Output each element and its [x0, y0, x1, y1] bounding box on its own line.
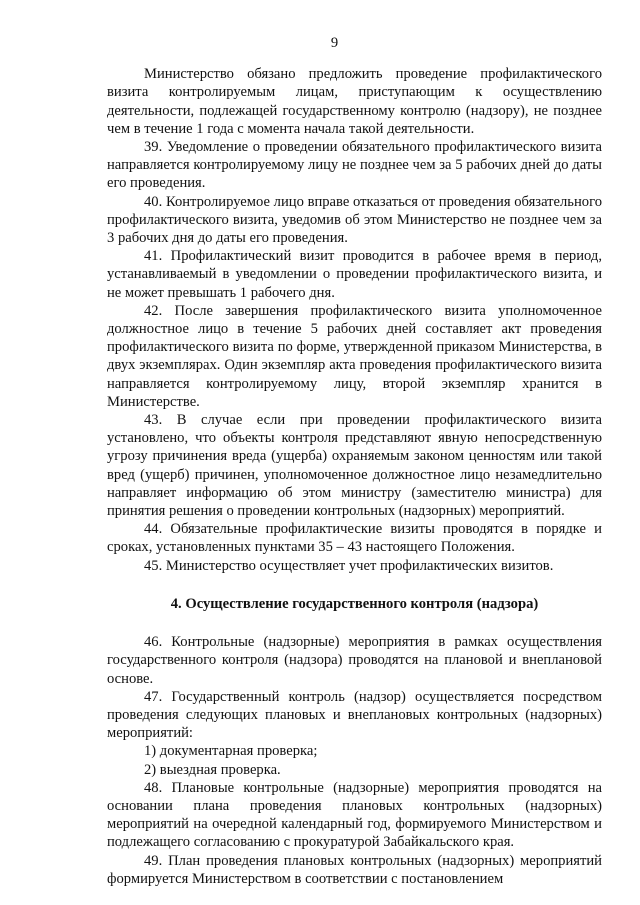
paragraph-39: 39. Уведомление о проведении обязательного профилактического визита направляется контролируемому лицу не позднее чем за 5 рабочих дней до даты его проведения. [107, 139, 602, 192]
paragraph-42: 42. После завершения профилактического визита уполномоченное должностное лицо в течение 5 рабочих дней составляет акт проведения профилактического визита по форме, утвержденной приказом Министерства, в двух экземплярах. Один экземпляр акта проведения профилактического визита направляется контролируемому лицу, второй экземпляр хранится в Министерстве. [107, 302, 602, 410]
paragraph-43: 43. В случае если при проведении профилактического визита установлено, что объекты контроля представляют явную непосредственную угрозу причинения вреда (ущерба) охраняемым законом ценностям или такой вред (ущерб) причинен, уполномоченное должностное лицо незамедлительно направляет информацию об этом министру (заместителю министра) для принятия решения о проведении контрольных (надзорных) мероприятий. [107, 412, 602, 520]
paragraph-41: 41. Профилактический визит проводится в рабочее время в период, устанавливаемый в уведомлении о проведении профилактического визита, и не может превышать 1 рабочего дня. [107, 248, 602, 301]
paragraph-49: 49. План проведения плановых контрольных (надзорных) мероприятий формируется Министерством в соответствии с постановлением [107, 852, 602, 887]
list-item-field-check: 2) выездная проверка. [144, 761, 281, 778]
paragraph-44: 44. Обязательные профилактические визиты проводятся в порядке и сроках, установленных пунктами 35 – 43 настоящего Положения. [107, 521, 602, 556]
list-item-documentary-check: 1) документарная проверка; [144, 743, 318, 760]
paragraph-40: 40. Контролируемое лицо вправе отказаться от проведения обязательного профилактического визита, уведомив об этом Министерство не позднее чем за 3 рабочих дня до даты его проведения. [107, 193, 602, 247]
page-number: 9 [330, 35, 339, 51]
paragraph-47: 47. Государственный контроль (надзор) осуществляется посредством проведения следующих плановых и внеплановых контрольных (надзорных) мероприятий: [107, 688, 602, 742]
paragraph-45: 45. Министерство осуществляет учет профилактических визитов. [144, 557, 554, 574]
section-heading: 4. Осуществление государственного контроля (надзора) [170, 595, 539, 612]
paragraph-48: 48. Плановые контрольные (надзорные) мероприятия проводятся на основании плана проведения плановых контрольных (надзорных) мероприятий на очередной календарный год, формируемого Министерством и подлежащего согласованию с прокуратурой Забайкальского края. [107, 779, 602, 851]
paragraph-38-continued: Министерство обязано предложить проведение профилактического визита контролируемым лицам, приступающим к осуществлению деятельности, подлежащей государственному контролю (надзору), не позднее чем в течение 1 года с момента начала такой деятельности. [107, 66, 602, 137]
paragraph-46: 46. Контрольные (надзорные) мероприятия в рамках осуществления государственного контроля (надзора) проводятся на плановой и внеплановой основе. [107, 634, 602, 687]
